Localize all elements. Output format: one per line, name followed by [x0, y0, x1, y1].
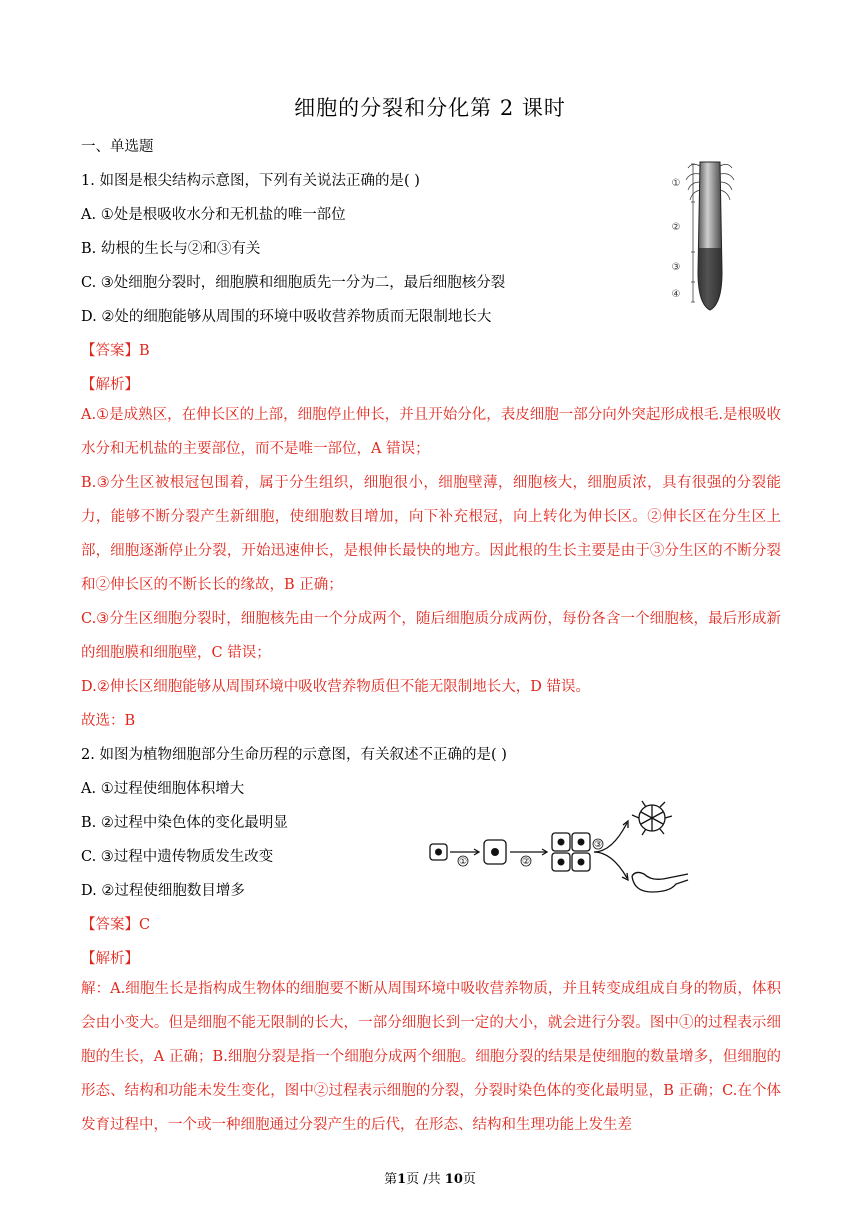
fig2-label-1: ① [458, 857, 468, 867]
root-label-2: ② [671, 222, 681, 233]
cell-process-figure [422, 798, 694, 902]
q2-analysis-label: 【解析】 [81, 951, 139, 967]
fig2-label-3: ③ [593, 840, 603, 850]
q2-option-c: C. ③过程中遗传物质发生改变 [81, 849, 274, 865]
root-label-1: ① [671, 178, 681, 189]
q1-conclusion: 故选：B [81, 713, 136, 729]
q2-analysis: 解：A.细胞生长是指构成生物体的细胞要不断从周围环境中吸收营养物质，并且转变成组成自身的物质，体积会由小变大。但是细胞不能无限制的长大，一部分细胞长到一定的大小，就会进行分裂。图中①的过程表示细胞的生长，A 正确；B.细胞分裂是指一个细胞分成两个细胞。细胞分裂的结果是使细胞的数量增多，但细胞的形态、结构和功能未发生变化，图中②过程表示细胞的分裂，分裂时染色体的变化最明显，B 正确；C.在个体发育过程中，一个或一种细胞通过分裂产生的后代，在形态、结构和生理功能上发生差 [81, 981, 781, 1133]
q1-stem: 1. 如图是根尖结构示意图，下列有关说法正确的是( ) [81, 173, 420, 189]
q1-option-b: B. 幼根的生长与②和③有关 [81, 241, 261, 257]
root-label-4: ④ [671, 289, 681, 300]
q2-option-b: B. ②过程中染色体的变化最明显 [81, 815, 288, 831]
q1-analysis-b: B.③分生区被根冠包围着，属于分生组织，细胞很小，细胞壁薄，细胞核大，细胞质浓，具有很强的分裂能力，能够不断分裂产生新细胞，使细胞数目增加，向下补充根冠，向上转化为伸长区。②伸长区在分生区上部，细胞逐渐停止分裂，开始迅速伸长，是根伸长最快的地方。因此根的生长主要是由于③分生区的不断分裂和②伸长区的不断长长的缘故，B 正确； [81, 475, 781, 593]
footer-suffix: 页 [462, 1172, 476, 1187]
footer-page-number: 1 [397, 1172, 407, 1187]
root-tip-figure [662, 152, 748, 314]
q1-analysis-a: A.①是成熟区，在伸长区的上部，细胞停止伸长，并且开始分化，表皮细胞一部分向外突起形成根毛.是根吸收水分和无机盐的主要部位，而不是唯一部位，A 错误； [81, 407, 781, 457]
q1-analysis-c: C.③分生区细胞分裂时，细胞核先由一个分成两个，随后细胞质分成两份，每份各含一个细胞核，最后形成新的细胞膜和细胞壁，C 错误； [81, 611, 781, 661]
footer-middle: 页 /共 [406, 1172, 445, 1187]
q2-answer: 【答案】C [81, 917, 151, 933]
q2-stem: 2. 如图为植物细胞部分生命历程的示意图，有关叙述不正确的是( ) [81, 747, 507, 763]
page-footer [0, 1168, 860, 1187]
q2-option-d: D. ②过程使细胞数目增多 [81, 883, 245, 899]
q1-answer: 【答案】B [81, 343, 150, 359]
q1-option-c: C. ③处细胞分裂时，细胞膜和细胞质先一分为二，最后细胞核分裂 [81, 275, 506, 291]
page-title: 细胞的分裂和分化第 2 课时 [294, 96, 566, 120]
q1-option-d: D. ②处的细胞能够从周围的环境中吸收营养物质而无限制地长大 [81, 309, 492, 325]
root-label-3: ③ [671, 262, 681, 273]
footer-total-pages: 10 [444, 1172, 463, 1187]
q1-option-a: A. ①处是根吸收水分和无机盐的唯一部位 [81, 207, 346, 223]
fig2-label-2: ② [521, 857, 531, 867]
q1-analysis-label: 【解析】 [81, 377, 139, 393]
section-heading: 一、单选题 [81, 139, 154, 155]
q1-analysis-d: D.②伸长区细胞能够从周围环境中吸收营养物质但不能无限制地长大，D 错误。 [81, 679, 590, 695]
footer-prefix: 第 [384, 1172, 398, 1187]
q2-option-a: A. ①过程使细胞体积增大 [81, 781, 245, 797]
